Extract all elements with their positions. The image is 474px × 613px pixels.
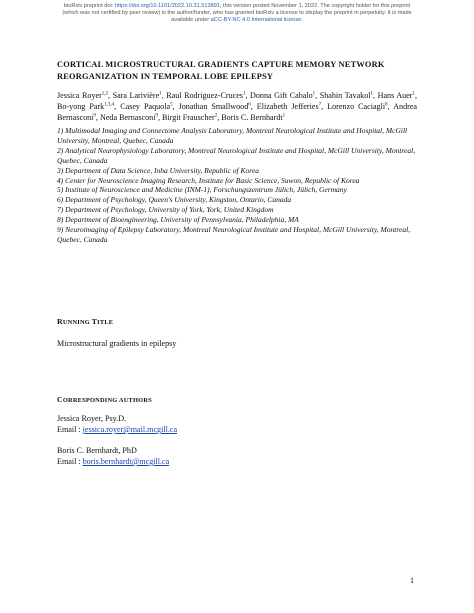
author-entry bbox=[320, 91, 373, 100]
author-name: Bo-yong Park bbox=[57, 102, 105, 111]
author-name: Jessica Royer bbox=[57, 91, 102, 100]
author-affiliation-index: 1,2 bbox=[101, 91, 109, 97]
preprint-banner bbox=[0, 3, 474, 24]
author-entry bbox=[327, 102, 387, 111]
affiliation-item: 4) Center for Neuroscience Imaging Research, Institute for Basic Science, Suwon, Republic of Korea bbox=[57, 175, 360, 185]
corresponding-author-name: Boris C. Bernhardt, PhD bbox=[57, 446, 137, 455]
doi-link[interactable]: https://doi.org/10.1101/2022.10.31.513891 bbox=[114, 3, 220, 9]
author-name: Andrea Bernasconi bbox=[57, 102, 418, 122]
author-name: Donna Gift Cabalo bbox=[250, 91, 313, 100]
author-name: Birgit Frauscher bbox=[162, 113, 215, 122]
license-link[interactable]: CC-BY-NC 4.0 International license bbox=[213, 17, 302, 23]
title-line-1: CORTICAL MICROSTRUCTURAL GRADIENTS CAPTURE MEMORY NETWORK bbox=[57, 60, 385, 69]
author-name: Elizabeth Jefferies bbox=[256, 102, 319, 111]
email-link[interactable]: boris.bernhardt@mcgill.ca bbox=[82, 457, 170, 466]
author-affiliation-index: 2 bbox=[214, 113, 218, 119]
running-title-text: Microstructural gradients in epilepsy bbox=[57, 339, 177, 348]
corresponding-author-name: Jessica Royer, Psy.D. bbox=[57, 414, 127, 423]
author-affiliation-index: 9 bbox=[93, 113, 96, 119]
author-name: Boris C. Bernhardt bbox=[221, 113, 283, 122]
page-number: 1 bbox=[410, 576, 414, 585]
author-entry bbox=[257, 102, 321, 111]
author-affiliation-index: 1 bbox=[159, 91, 162, 97]
banner-line-1: bioRxiv preprint doi: https://doi.org/10.1101/2022.10.31.513891; this version posted November 1, 2022. The copyright holder for this preprint bbox=[63, 3, 411, 9]
corresponding-author-email-line: Email : jessica.royer@mail.mcgill.ca bbox=[57, 425, 178, 434]
author-entry bbox=[250, 91, 315, 100]
author-affiliation-index: 7 bbox=[318, 102, 322, 108]
corresponding-author-1 bbox=[57, 413, 177, 435]
author-name: Jonathan Smallwood bbox=[178, 102, 249, 111]
title-line-2: REORGANIZATION IN TEMPORAL LOBE EPILEPSY bbox=[57, 72, 274, 81]
corresponding-author-2 bbox=[57, 445, 169, 467]
author-entry bbox=[162, 113, 217, 122]
author-name: Sara Larivière bbox=[112, 91, 160, 100]
author-affiliation-index: 9 bbox=[155, 113, 158, 119]
author-entry bbox=[378, 91, 415, 100]
author-affiliation-index: 8 bbox=[385, 102, 388, 108]
author-entry bbox=[57, 102, 114, 111]
affiliation-item: 7) Department of Psychology, University of York, York, United Kingdom bbox=[57, 205, 274, 215]
author-affiliation-index: 1 bbox=[312, 91, 316, 97]
affiliation-item: 2) Analytical Neurophysiology Laboratory, Montreal Neurological Institute and Hospital, McGill University, Montreal, Quebec, Canada bbox=[57, 145, 416, 165]
affiliation-item: 6) Department of Psychology, Queen's University, Kingston, Ontario, Canada bbox=[57, 195, 292, 205]
author-name: Raul Rodriguez-Cruces bbox=[166, 91, 243, 100]
author-entry bbox=[57, 91, 108, 100]
author-entry bbox=[179, 102, 251, 111]
author-name: Hans Auer bbox=[377, 91, 413, 100]
author-affiliation-index: 1,3,4 bbox=[104, 102, 115, 108]
author-name: Casey Paquola bbox=[120, 102, 171, 111]
email-link[interactable]: jessica.royer@mail.mcgill.ca bbox=[82, 425, 178, 434]
running-title-heading: RUNNING TITLE bbox=[57, 317, 114, 326]
affiliation-item: 5) Institute of Neuroscience and Medicine (INM-1), Forschungszentrum Jülich, Jülich, Germany bbox=[57, 185, 347, 195]
author-name: Lorenzo Caciagli bbox=[327, 102, 386, 111]
corresponding-authors-heading: CORRESPONDING AUTHORS bbox=[57, 395, 152, 404]
author-list: Jessica Royer$^{1,2}$, Sara Larivière$^1$, Raul Rodriguez-Cruces$^1$, Donna Gift Cabalo$^1$, Shahin Tavakol$^1$, Hans Auer$^1$, Bo-yong Park$^{1,3,4}$, Casey Paquola$^5$, Jonathan Smallwood$^6$, Elizabeth Jefferies$^7$, Lorenzo Caciagli$^8$, Andrea Bernasconi$^9$, Neda Bernasconi$^9$, Birgit Frauscher$^2$, Boris C. Bernhardt$^1$ bbox=[57, 91, 418, 122]
affiliation-item: 9) Neuroimaging of Epilepsy Laboratory, Montreal Neurological Institute and Hospital, McGill University, Montreal, Quebec, Canada bbox=[57, 225, 411, 244]
banner-line-2: (which was not certified by peer review) is the author/funder, who has granted bioRxiv a license to display the preprint in perpetuity. It is made bbox=[62, 10, 412, 16]
author-affiliation-index: 1 bbox=[370, 91, 374, 97]
author-entry bbox=[166, 91, 245, 100]
affiliation-item: 8) Department of Bioengineering, University of Pennsylvania, Philadelphia, MA bbox=[57, 215, 299, 225]
author-affiliation-index: 1 bbox=[412, 91, 415, 97]
author-affiliation-index: 1 bbox=[242, 91, 246, 97]
author-affiliation-index: 1 bbox=[282, 113, 286, 119]
author-entry bbox=[113, 91, 162, 100]
author-affiliation-index: 5 bbox=[170, 102, 173, 108]
author-entry bbox=[221, 113, 285, 122]
author-entry bbox=[120, 102, 172, 111]
banner-line-3: available under aCC-BY-NC 4.0 International license. bbox=[171, 17, 303, 23]
affiliation-item: 1) Multimodal Imaging and Connectome Analysis Laboratory, Montreal Neurological Institute and Hospital, McGill University, Montreal, Quebec, Canada bbox=[57, 126, 408, 145]
corresponding-author-email-line: Email : boris.bernhardt@mcgill.ca bbox=[57, 457, 170, 466]
affiliation-list bbox=[57, 126, 417, 245]
author-affiliation-index: 6 bbox=[248, 102, 251, 108]
paper-title bbox=[57, 59, 417, 83]
affiliation-item: 3) Department of Data Science, Inha University, Republic of Korea bbox=[57, 165, 259, 175]
author-name: Shahin Tavakol bbox=[319, 91, 371, 100]
author-entry bbox=[100, 113, 158, 122]
author-name: Neda Bernasconi bbox=[99, 113, 156, 122]
